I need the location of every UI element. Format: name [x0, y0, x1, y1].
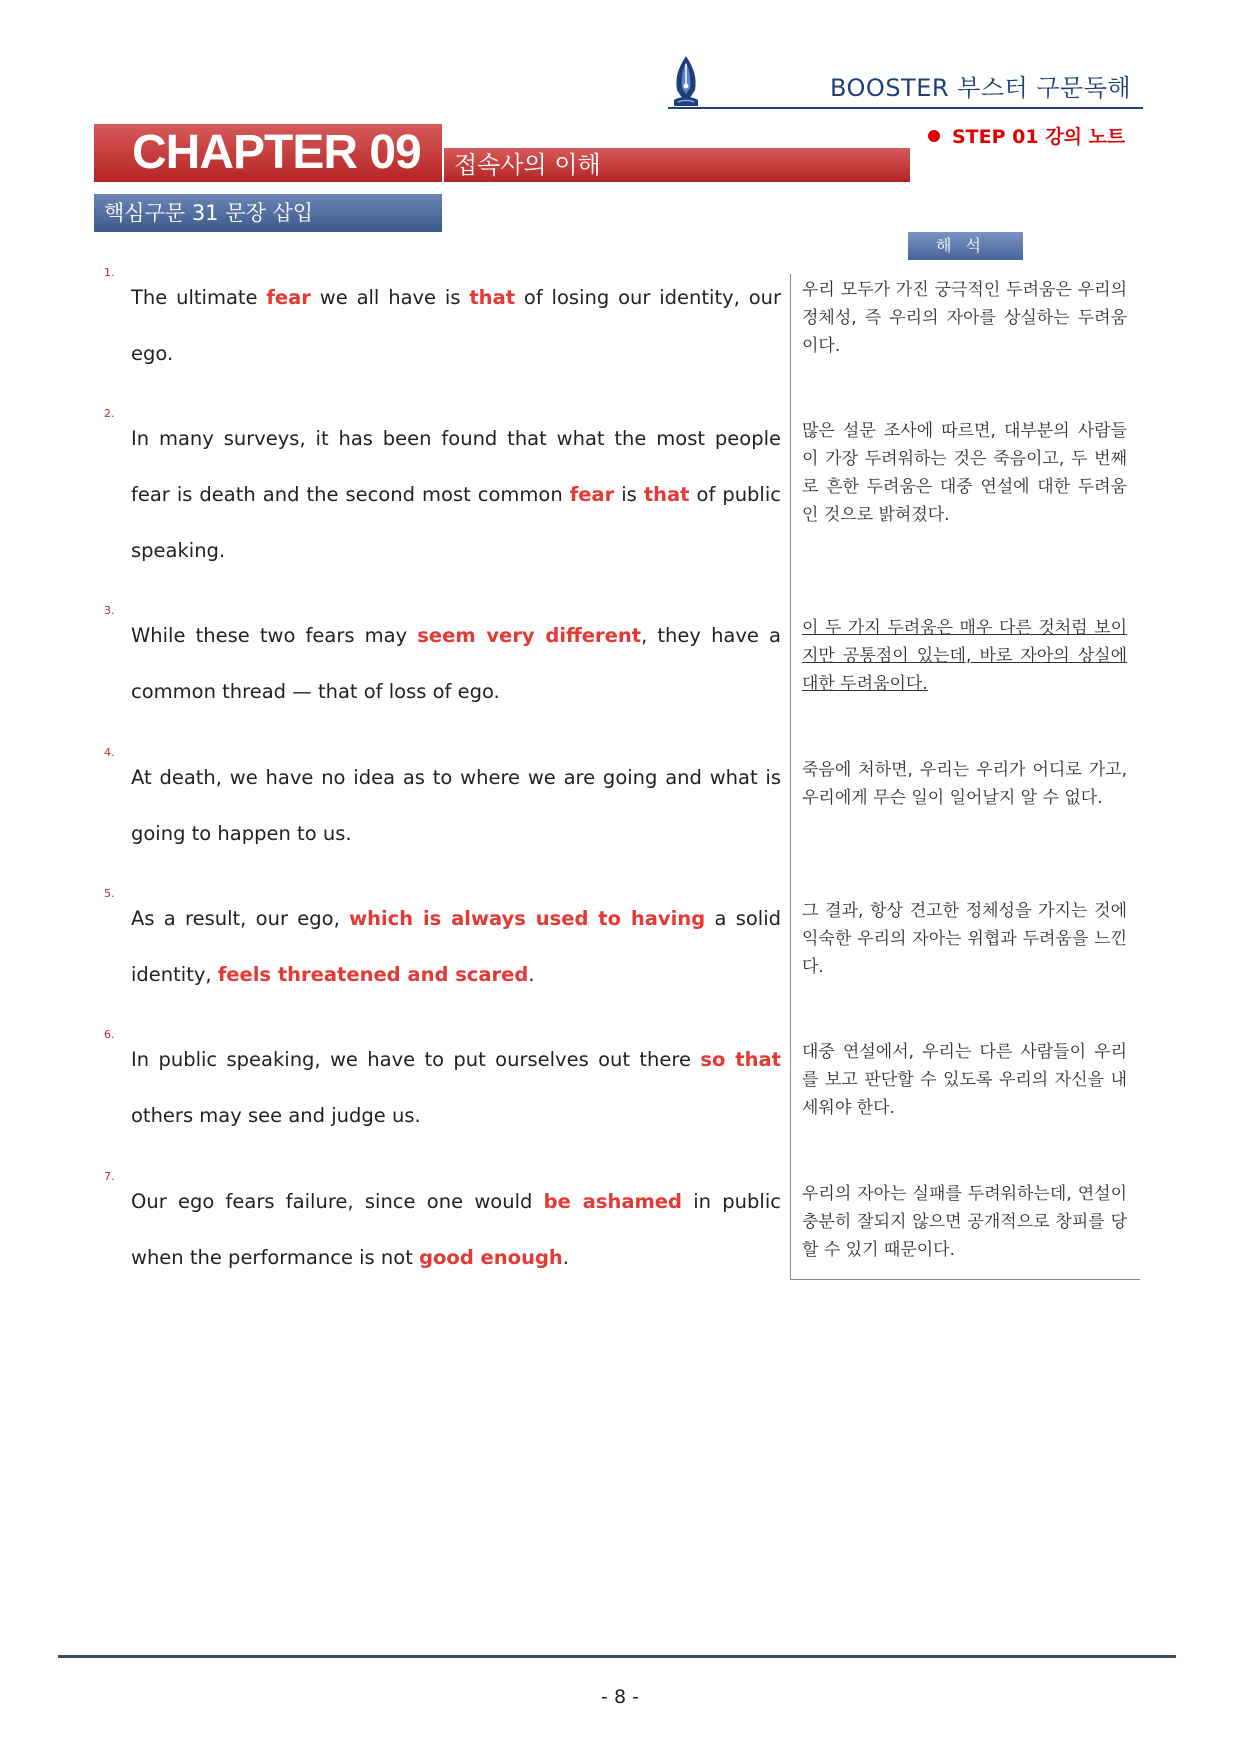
- english-sentence: [131, 1174, 781, 1286]
- sentence-text: .: [528, 963, 535, 986]
- sentence-number: 7.: [104, 1170, 115, 1183]
- korean-translation: 이 두 가지 두려움은 매우 다른 것처럼 보이지만 공통점이 있는데, 바로 자아의 상실에 대한 두려움이다.: [802, 618, 1127, 694]
- sentence-text: At death, we have no idea as to where we are going and what is going to happen to us.: [131, 766, 781, 845]
- highlighted-phrase: which is always used to having: [349, 907, 706, 930]
- sentence-text: The ultimate: [131, 286, 267, 309]
- sentence-number: 5.: [104, 887, 115, 900]
- english-sentence: [131, 411, 781, 579]
- sentence-text: Our ego fears failure, since one would: [131, 1190, 544, 1213]
- column-divider-bottom: [790, 1279, 1140, 1280]
- interpretation-label: 해석: [908, 232, 1023, 260]
- english-sentence: [131, 608, 781, 720]
- sentence-text: .: [562, 1246, 569, 1269]
- brand-title: BOOSTER 부스터 구문독해: [830, 74, 1132, 102]
- korean-translation: 대중 연설에서, 우리는 다른 사람들이 우리를 보고 판단할 수 있도록 우리의 자신을 내세워야 한다.: [802, 1042, 1127, 1118]
- highlighted-phrase: be ashamed: [543, 1190, 682, 1213]
- korean-translation: 우리 모두가 가진 궁극적인 두려움은 우리의 정체성, 즉 우리의 자아를 상실하는 두려움이다.: [802, 280, 1127, 356]
- footer-rule: [58, 1655, 1176, 1658]
- page-number: - 8 -: [601, 1686, 639, 1708]
- english-sentence: [131, 1032, 781, 1144]
- highlighted-phrase: fear: [569, 483, 615, 506]
- chapter-subtitle: 접속사의 이해: [444, 148, 910, 182]
- sentence-number: 6.: [104, 1028, 115, 1041]
- highlighted-phrase: that: [643, 483, 690, 506]
- sentence-text: in public when the performance is not: [131, 1190, 781, 1269]
- sentence-number: 2.: [104, 407, 115, 420]
- highlighted-phrase: that: [469, 286, 516, 309]
- sentence-number: 3.: [104, 604, 115, 617]
- english-sentence: [131, 891, 781, 1003]
- sentence-number: 4.: [104, 746, 115, 759]
- english-sentence: [131, 270, 781, 382]
- korean-translation: 우리의 자아는 실패를 두려워하는데, 연설이 충분히 잘되지 않으면 공개적으로 창피를 당할 수 있기 때문이다.: [802, 1184, 1127, 1260]
- english-sentence: [131, 750, 781, 862]
- sentence-text: , they have a common thread — that of loss of ego.: [131, 624, 781, 703]
- highlighted-phrase: fear: [266, 286, 311, 309]
- step-label: STEP 01 강의 노트: [952, 126, 1126, 148]
- sentence-text: we all have is: [310, 286, 470, 309]
- korean-translation: 많은 설문 조사에 따르면, 대부분의 사람들이 가장 두려워하는 것은 죽음이고, 두 번째로 흔한 두려움은 대중 연설에 대한 두려움인 것으로 밝혀졌다.: [802, 421, 1127, 525]
- sentence-text: As a result, our ego,: [131, 907, 350, 930]
- header-rule: [668, 107, 1143, 109]
- korean-translation: 그 결과, 항상 견고한 정체성을 가지는 것에 익숙한 우리의 자아는 위협과 두려움을 느낀다.: [802, 901, 1127, 977]
- highlighted-phrase: feels threatened and scared: [217, 963, 529, 986]
- highlighted-phrase: seem very different: [417, 624, 642, 647]
- korean-translation: 죽음에 처하면, 우리는 우리가 어디로 가고, 우리에게 무슨 일이 일어날지 알 수 없다.: [802, 760, 1127, 808]
- sentence-text: a solid identity,: [131, 907, 781, 986]
- sentence-text: While these two fears may: [131, 624, 418, 647]
- chapter-title: CHAPTER 09: [94, 124, 442, 182]
- sentence-text: of losing our identity, our ego.: [131, 286, 782, 365]
- sentence-text: In public speaking, we have to put ourselves out there: [131, 1048, 701, 1071]
- pen-nib-icon: [668, 54, 704, 110]
- sentence-text: is: [614, 483, 644, 506]
- highlighted-phrase: good enough: [419, 1246, 563, 1269]
- sentence-text: others may see and judge us.: [131, 1104, 421, 1127]
- sentence-number: 1.: [104, 266, 115, 279]
- step-bullet-icon: [928, 130, 940, 142]
- sentence-text: In many surveys, it has been found that what the most people fear is death and the second most common: [131, 427, 781, 506]
- highlighted-phrase: so that: [700, 1048, 781, 1071]
- column-divider: [790, 274, 791, 1280]
- sentence-text: of public speaking.: [131, 483, 781, 562]
- section-heading: 핵심구문 31 문장 삽입: [94, 194, 442, 232]
